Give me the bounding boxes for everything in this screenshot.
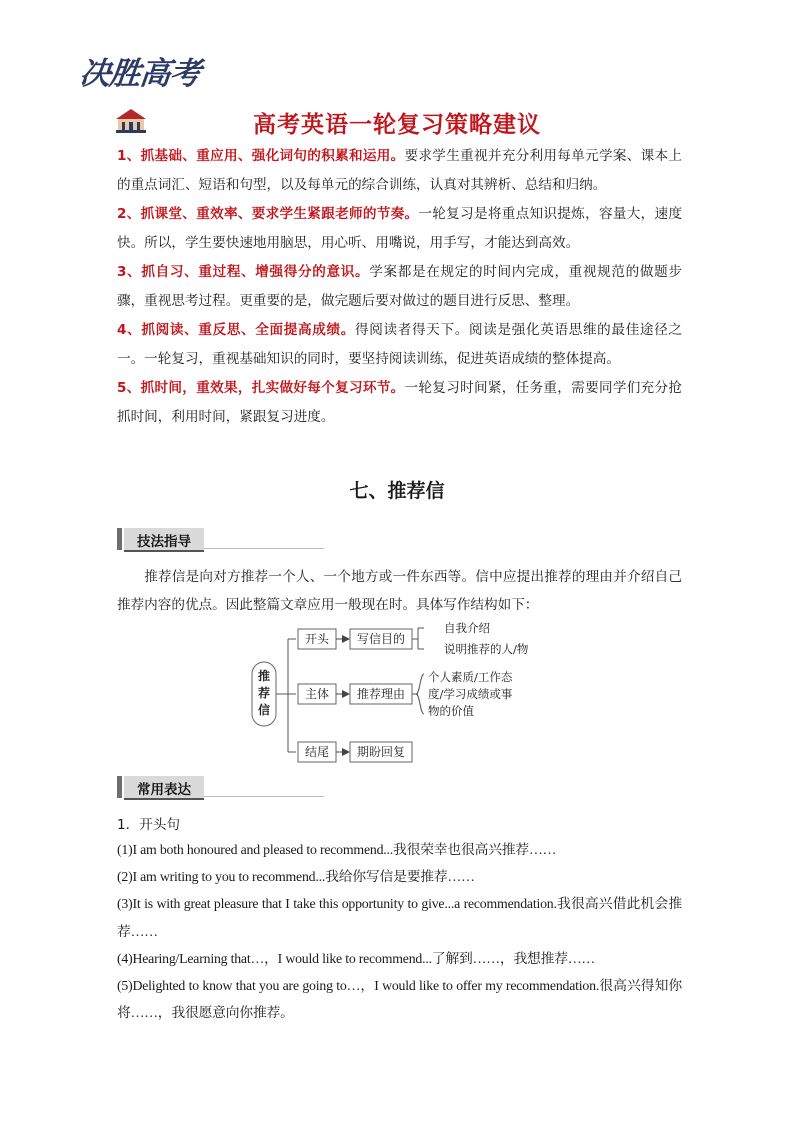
tag-rule <box>204 548 324 549</box>
tag-label: 技法指导 <box>137 534 191 550</box>
section-title: 七、推荐信 <box>349 480 445 502</box>
tag-bar <box>117 776 122 798</box>
strategy-highlight: 3、抓自习、重过程、增强得分的意识。 <box>117 264 370 280</box>
body-detail-line: 物的价值 <box>428 704 474 718</box>
strategy-item <box>117 200 682 258</box>
strategy-text: 学案都是在规定的时间内完成，重视规范的做题步骤，重视思考过程。更重要的是，做完题后要对做过的题目进行反思、整理。 <box>117 264 682 309</box>
logo-text: 决胜高考 <box>77 56 202 92</box>
strategy-item <box>117 142 682 200</box>
expression-item: (2)I am writing to you to recommend...我给你写信是要推荐…… <box>117 869 475 885</box>
strategy-item <box>117 258 682 316</box>
strategy-highlight: 1、抓基础、重应用、强化词句的积累和运用。 <box>117 148 405 164</box>
expressions-heading: 1．开头句 <box>117 817 181 833</box>
opening-item: 说明推荐的人/物 <box>444 642 529 656</box>
strategy-item <box>117 316 682 374</box>
root-char: 信 <box>257 703 271 717</box>
opening-label: 开头 <box>304 632 330 646</box>
strategy-text: 一轮复习是将重点知识提炼，容量大，速度快。所以，学生要快速地用脑思，用心听、用嘴说，用手写，才能达到高效。 <box>117 206 682 251</box>
expression-item: (5)Delighted to know that you are going to…，I would like to offer my recommendation.很高兴得知你将……，我很愿意向你推荐。 <box>117 978 682 1021</box>
root-char: 荐 <box>257 686 271 700</box>
page-title: 高考英语一轮复习策略建议 <box>253 112 541 138</box>
structure-diagram <box>246 622 546 768</box>
tag-bar <box>117 528 122 550</box>
opening-bracket <box>412 628 424 649</box>
ending-label: 结尾 <box>304 745 330 759</box>
tag-label: 常用表达 <box>137 782 191 798</box>
strategy-item <box>117 374 682 432</box>
tag-body <box>124 776 204 800</box>
body-detail-line: 个人素质/工作态 <box>428 670 513 684</box>
strategy-highlight: 2、抓课堂、重效率、要求学生紧跟老师的节奏。 <box>117 206 419 222</box>
root-branches <box>276 639 296 752</box>
expression-item: (4)Hearing/Learning that…，I would like to recommend...了解到……，我想推荐…… <box>117 950 596 966</box>
body-detail-line: 度/学习成绩或事 <box>428 687 513 701</box>
expression-item: (1)I am both honoured and pleased to recommend...我很荣幸也很高兴推荐…… <box>117 842 557 857</box>
strategy-list <box>117 142 682 432</box>
intro-paragraph: 推荐信是向对方推荐一个人、一个地方或一件东西等。信中应提出推荐的理由并介绍自己推荐内容的优点。因此整篇文章应用一般现在时。具体写作结构如下： <box>117 569 682 613</box>
strategy-highlight: 4、抓阅读、重反思、全面提高成绩。 <box>117 322 356 338</box>
tag-rule <box>204 796 324 797</box>
strategy-text: 要求学生重视并充分利用每单元学案、课本上的重点词汇、短语和句型，以及每单元的综合训练，认真对其辨析、总结和归纳。 <box>117 148 683 193</box>
opening-item: 自我介绍 <box>444 622 490 635</box>
strategy-highlight: 5、抓时间，重效果，扎实做好每个复习环节。 <box>117 380 405 396</box>
ending-reply-label: 期盼回复 <box>356 745 406 759</box>
strategy-text: 得阅读者得天下。阅读是强化英语思维的最佳途径之一。一轮复习，重视基础知识的同时，要坚持阅读训练，促进英语成绩的整体提高。 <box>117 322 682 367</box>
root-char: 推 <box>257 669 271 683</box>
tag-body <box>124 528 204 552</box>
expression-item: (3)It is with great pleasure that I take this opportunity to give...a recommendation.我很高兴借此机会推荐…… <box>117 896 682 939</box>
strategy-text: 一轮复习时间紧，任务重，需要同学们充分抢抓时间，利用时间，紧跟复习进度。 <box>117 380 683 425</box>
body-label: 主体 <box>304 687 330 701</box>
expression-list <box>117 836 682 1026</box>
body-reason-label: 推荐理由 <box>356 687 406 701</box>
opening-purpose-label: 写信目的 <box>356 632 406 646</box>
